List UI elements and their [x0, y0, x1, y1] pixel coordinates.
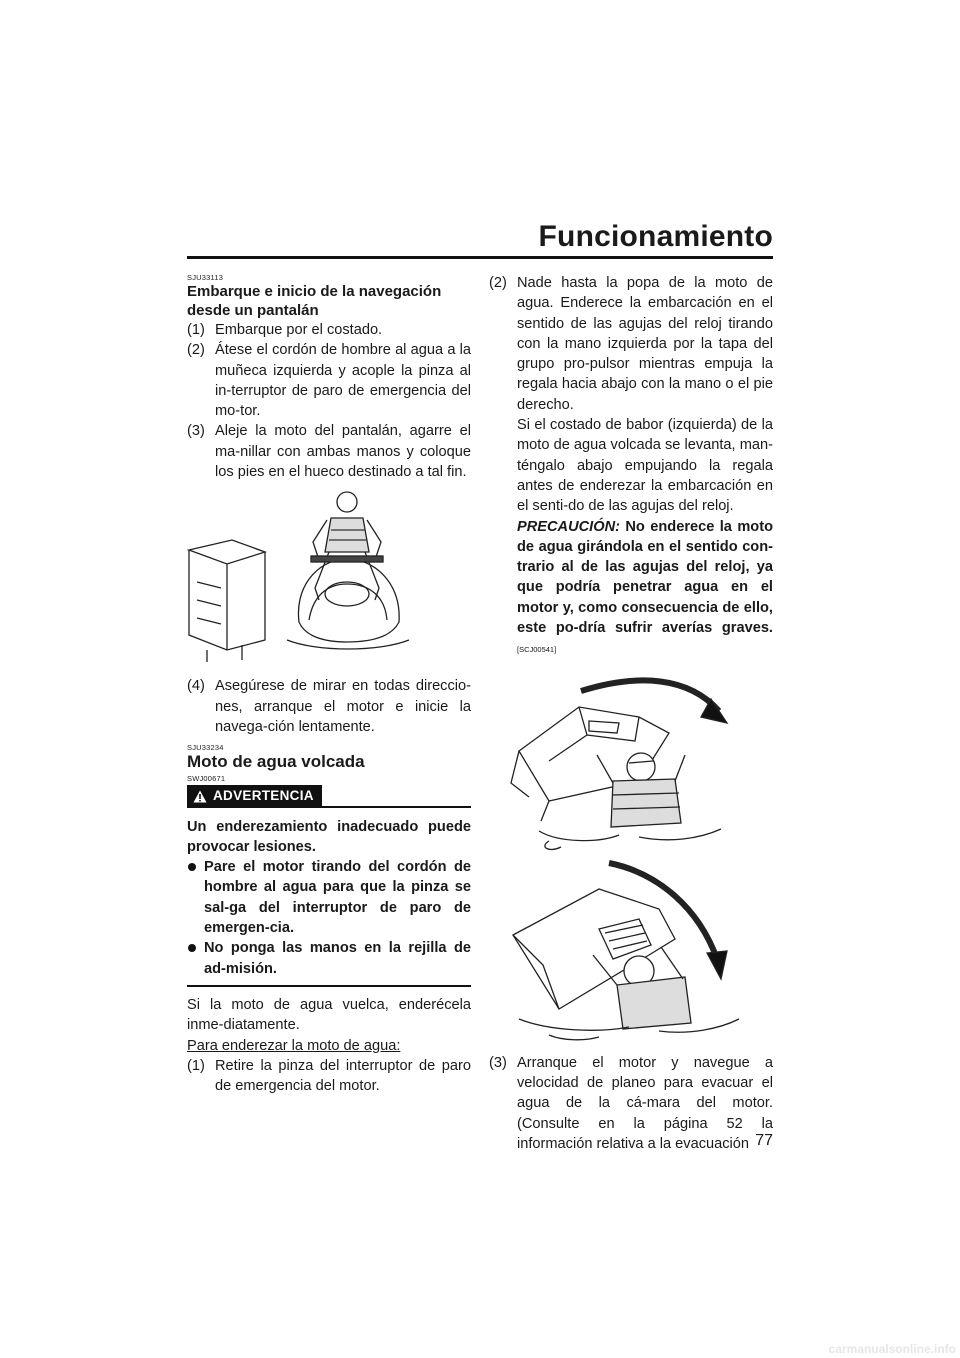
- warning-header: [187, 785, 471, 807]
- righting-illustration-1: [489, 671, 773, 853]
- section-heading: Moto de agua volcada: [187, 752, 365, 772]
- caution-text: No enderece la moto de agua girándola en el sentido con-trario al de las agujas del reloj, ya que podría penetrar agua en el motor y, como consecuencia de ello, este po-dría sufrir averías graves.: [517, 518, 774, 637]
- steps-list: [187, 320, 471, 482]
- warning-icon: [193, 790, 207, 803]
- page-title: Funcionamiento: [538, 220, 773, 253]
- list-item: (3) Arranque el motor y navegue a velocidad de planeo para evacuar el agua de la cá-mara del motor. (Consulte en la página 52 la información relativa a la evacuación: [489, 1054, 773, 1152]
- header-rule: [187, 256, 773, 259]
- page-number: 77: [755, 1132, 773, 1149]
- paragraph: Si la moto de agua vuelca, enderécela inme-diatamente.: [187, 996, 471, 1034]
- list-item: (2) Átese el cordón de hombre al agua a la muñeca izquierda y acople la pinza al in-terruptor de paro de emergencia del mo-tor.: [187, 342, 471, 420]
- warning-bullet: No ponga las manos en la rejilla de ad-misión.: [187, 938, 471, 979]
- list-item: (4) Asegúrese de mirar en todas direccio-nes, arranque el motor e inicie la navega-ción lentamente.: [187, 678, 471, 735]
- section-code: SJU33234: [187, 743, 224, 753]
- righting-illustration-2: [489, 859, 773, 1045]
- left-column: [187, 273, 471, 1096]
- caution-note: [489, 517, 773, 661]
- list-item: (1) Embarque por el costado.: [187, 322, 383, 338]
- caution-code: [SCJ00541]: [517, 645, 557, 655]
- warning-code: SWJ00671: [187, 774, 226, 784]
- boarding-illustration: [187, 490, 471, 672]
- list-item: (1) Retire la pinza del interruptor de paro de emergencia del motor.: [187, 1057, 471, 1095]
- subheading: Para enderezar la moto de agua:: [187, 1037, 401, 1054]
- watermark[interactable]: carmanualsonline.info: [828, 1342, 956, 1356]
- warning-bullet: Pare el motor tirando del cordón de hombre al agua para que la pinza se sal-ga del interruptor de paro de emergen-cia.: [187, 857, 471, 938]
- section-code: SJU33113: [187, 273, 224, 282]
- right-column: [489, 273, 773, 1154]
- section-heading: Embarque e inicio de la navegación desde un pantalán: [187, 283, 442, 319]
- warning-intro: Un enderezamiento inadecuado puede provocar lesiones.: [187, 818, 471, 855]
- warning-rule: [322, 806, 471, 808]
- list-item: (3) Aleje la moto del pantalán, agarre el ma-nillar con ambas manos y coloque los pies en el hueco destinado a tal fin.: [187, 423, 471, 481]
- warning-end-rule: [187, 985, 471, 987]
- list-item: (2) Nade hasta la popa de la moto de agua. Enderece la embarcación en el sentido de las agujas del reloj tirando con la mano izquierda por la tapa del grupo pro-pulsor mientras empuja la regala hacia abajo con la mano o el pie derecho.: [489, 275, 773, 413]
- warning-badge: ADVERTENCIA: [187, 785, 322, 807]
- caution-label: PRECAUCIÓN:: [517, 518, 620, 535]
- paragraph: Si el costado de babor (izquierda) de la moto de agua volcada se levanta, man-téngalo abajo empujando la regala antes de enderezar la embarcación en el senti-do de las agujas del reloj.: [517, 417, 773, 515]
